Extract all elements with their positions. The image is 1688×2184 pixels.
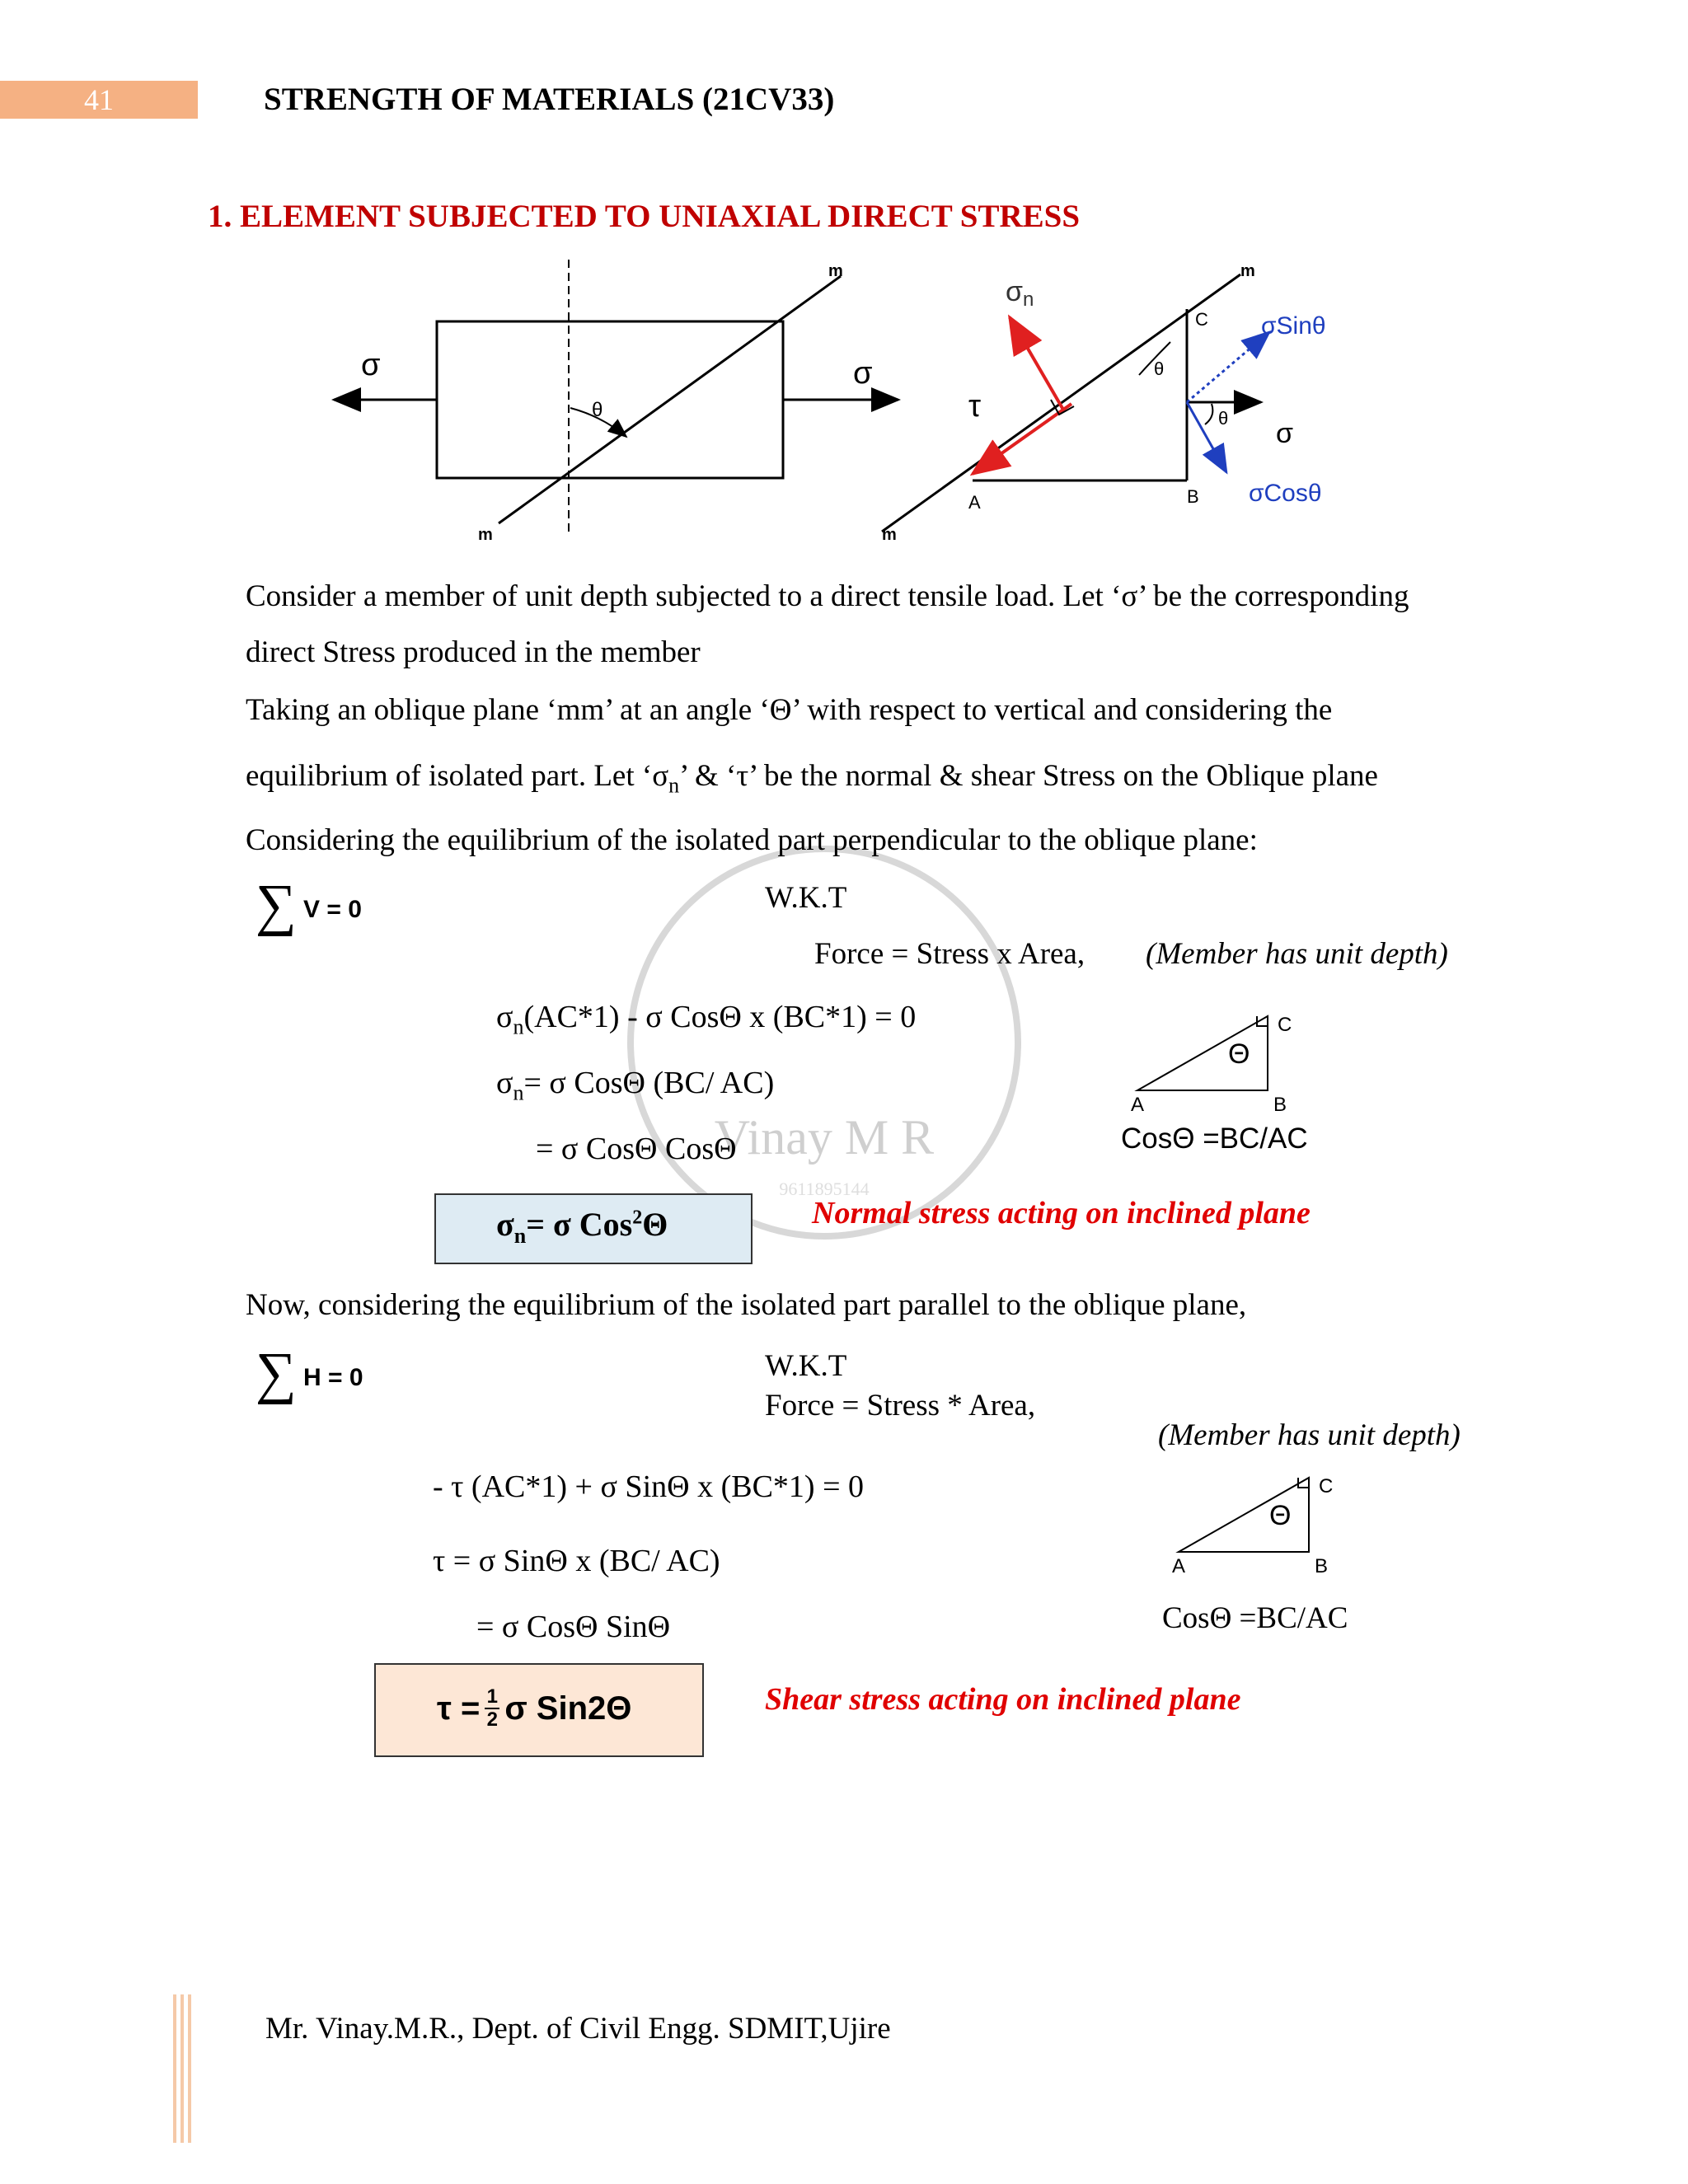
- unit-depth-note-normal: (Member has unit depth): [1146, 937, 1448, 971]
- shear-stress-label: Shear stress acting on inclined plane: [765, 1682, 1241, 1717]
- paragraph-1-line-1: Consider a member of unit depth subjected to a direct tensile load. Let ‘σ’ be the corresponding: [246, 579, 1409, 613]
- point-b-label: B: [1187, 486, 1199, 507]
- tri2-b-label: B: [1315, 1555, 1329, 1577]
- normal-stress-label: Normal stress acting on inclined plane: [812, 1196, 1311, 1230]
- paragraph-3: Considering the equilibrium of the isolated part perpendicular to the oblique plane:: [246, 823, 1258, 857]
- paragraph-4: Now, considering the equilibrium of the isolated part parallel to the oblique plane,: [246, 1288, 1247, 1322]
- sum-h-equals-zero: H = 0: [303, 1364, 363, 1391]
- stress-element-figure: [313, 251, 1385, 556]
- force-relation-normal: Force = Stress x Area,: [814, 937, 1085, 971]
- unit-depth-note-shear: (Member has unit depth): [1158, 1418, 1461, 1452]
- summation-v-symbol: ∑: [256, 874, 297, 937]
- summation-h-symbol: ∑: [256, 1342, 297, 1405]
- tri2-theta-label: Θ: [1269, 1500, 1292, 1531]
- shear-eq-2: τ = σ SinΘ x (BC/ AC): [433, 1544, 720, 1578]
- section-title: 1. ELEMENT SUBJECTED TO UNIAXIAL DIRECT STRESS: [208, 199, 1081, 234]
- tri2-c-label: C: [1319, 1475, 1334, 1497]
- point-c-label: C: [1195, 309, 1208, 330]
- sigma-label-right: σ: [1276, 418, 1293, 449]
- running-header: STRENGTH OF MATERIALS (21CV33): [264, 82, 835, 117]
- tri2-a-label: A: [1172, 1555, 1186, 1577]
- element-rectangle: [437, 321, 783, 478]
- tri-theta-label: Θ: [1228, 1038, 1250, 1070]
- paragraph-1-line-2: direct Stress produced in the member: [246, 635, 701, 669]
- shear-stress-formula: τ = 1 2 σ Sin2Θ: [437, 1685, 632, 1731]
- normal-stress-formula: $\sigma_n= \sigma$ Cos$^2$Θ: [496, 1206, 668, 1248]
- normal-eq-1: $\sigma_n(AC*1)$ - σ CosΘ x (BC*1) = 0: [496, 1000, 917, 1039]
- m-label-top-left: m: [828, 262, 843, 280]
- left-sigma-label: σ: [361, 348, 381, 382]
- watermark-name: Vinay M R: [714, 1110, 935, 1165]
- m-label-bottom-left: m: [478, 526, 493, 544]
- normal-eq-2: $\sigma_n= \sigma$ CosΘ (BC/ AC): [496, 1066, 775, 1105]
- sigma-n-arrow: [1010, 317, 1063, 410]
- page-number: 41: [0, 81, 198, 119]
- footer-author: Mr. Vinay.M.R., Dept. of Civil Engg. SDMIT,Ujire: [265, 2012, 891, 2046]
- wkt-shear: W.K.T: [765, 1349, 847, 1383]
- theta-label-left: θ: [592, 399, 603, 421]
- cos-relation-normal: CosΘ =BC/AC: [1121, 1122, 1308, 1155]
- sigma-sin-arrow: [1187, 332, 1269, 402]
- shear-eq-1: - τ (AC*1) + σ SinΘ x (BC*1) = 0: [433, 1469, 865, 1504]
- force-relation-shear: Force = Stress * Area,: [765, 1389, 1036, 1422]
- sigma-sin-label: σSinθ: [1261, 312, 1326, 340]
- cos-relation-shear: CosΘ =BC/AC: [1162, 1601, 1348, 1635]
- sum-v-equals-zero: V = 0: [303, 896, 362, 923]
- shear-eq-3: = σ CosΘ SinΘ: [476, 1610, 671, 1644]
- tri-a-label: A: [1131, 1094, 1145, 1116]
- triangle-abc-shear: [1162, 1463, 1385, 1578]
- tri-c-label: C: [1278, 1014, 1292, 1036]
- sigma-cos-label: σCosθ: [1249, 480, 1322, 507]
- tau-label: τ: [968, 389, 982, 424]
- m-label-top-right: m: [1240, 262, 1255, 280]
- tri-b-label: B: [1273, 1094, 1287, 1116]
- watermark-phone: 9611895144: [779, 1179, 870, 1199]
- right-sigma-label: σ: [853, 356, 873, 391]
- wkt-normal: W.K.T: [765, 881, 847, 915]
- theta-label-right-bottom: θ: [1218, 408, 1229, 429]
- triangle-abc-normal: [1121, 1001, 1343, 1117]
- sigma-n-label: σn: [1006, 276, 1034, 311]
- m-label-bottom-right: m: [882, 526, 897, 544]
- footer-accent-bars: [173, 1994, 198, 2143]
- theta-label-right-top: θ: [1154, 359, 1165, 379]
- normal-eq-3: = σ CosΘ CosΘ: [536, 1132, 737, 1166]
- paragraph-2-line-2: equilibrium of isolated part. Let ‘$\sigma_n$’ & ‘τ’ be the normal & shear Stress on the Oblique plane: [246, 759, 1378, 798]
- tau-arrow: [973, 404, 1071, 474]
- paragraph-2-line-1: Taking an oblique plane ‘mm’ at an angle ‘Θ’ with respect to vertical and considering the: [246, 693, 1333, 727]
- point-a-label: A: [968, 492, 981, 513]
- theta-arc-right-bottom: [1205, 404, 1212, 424]
